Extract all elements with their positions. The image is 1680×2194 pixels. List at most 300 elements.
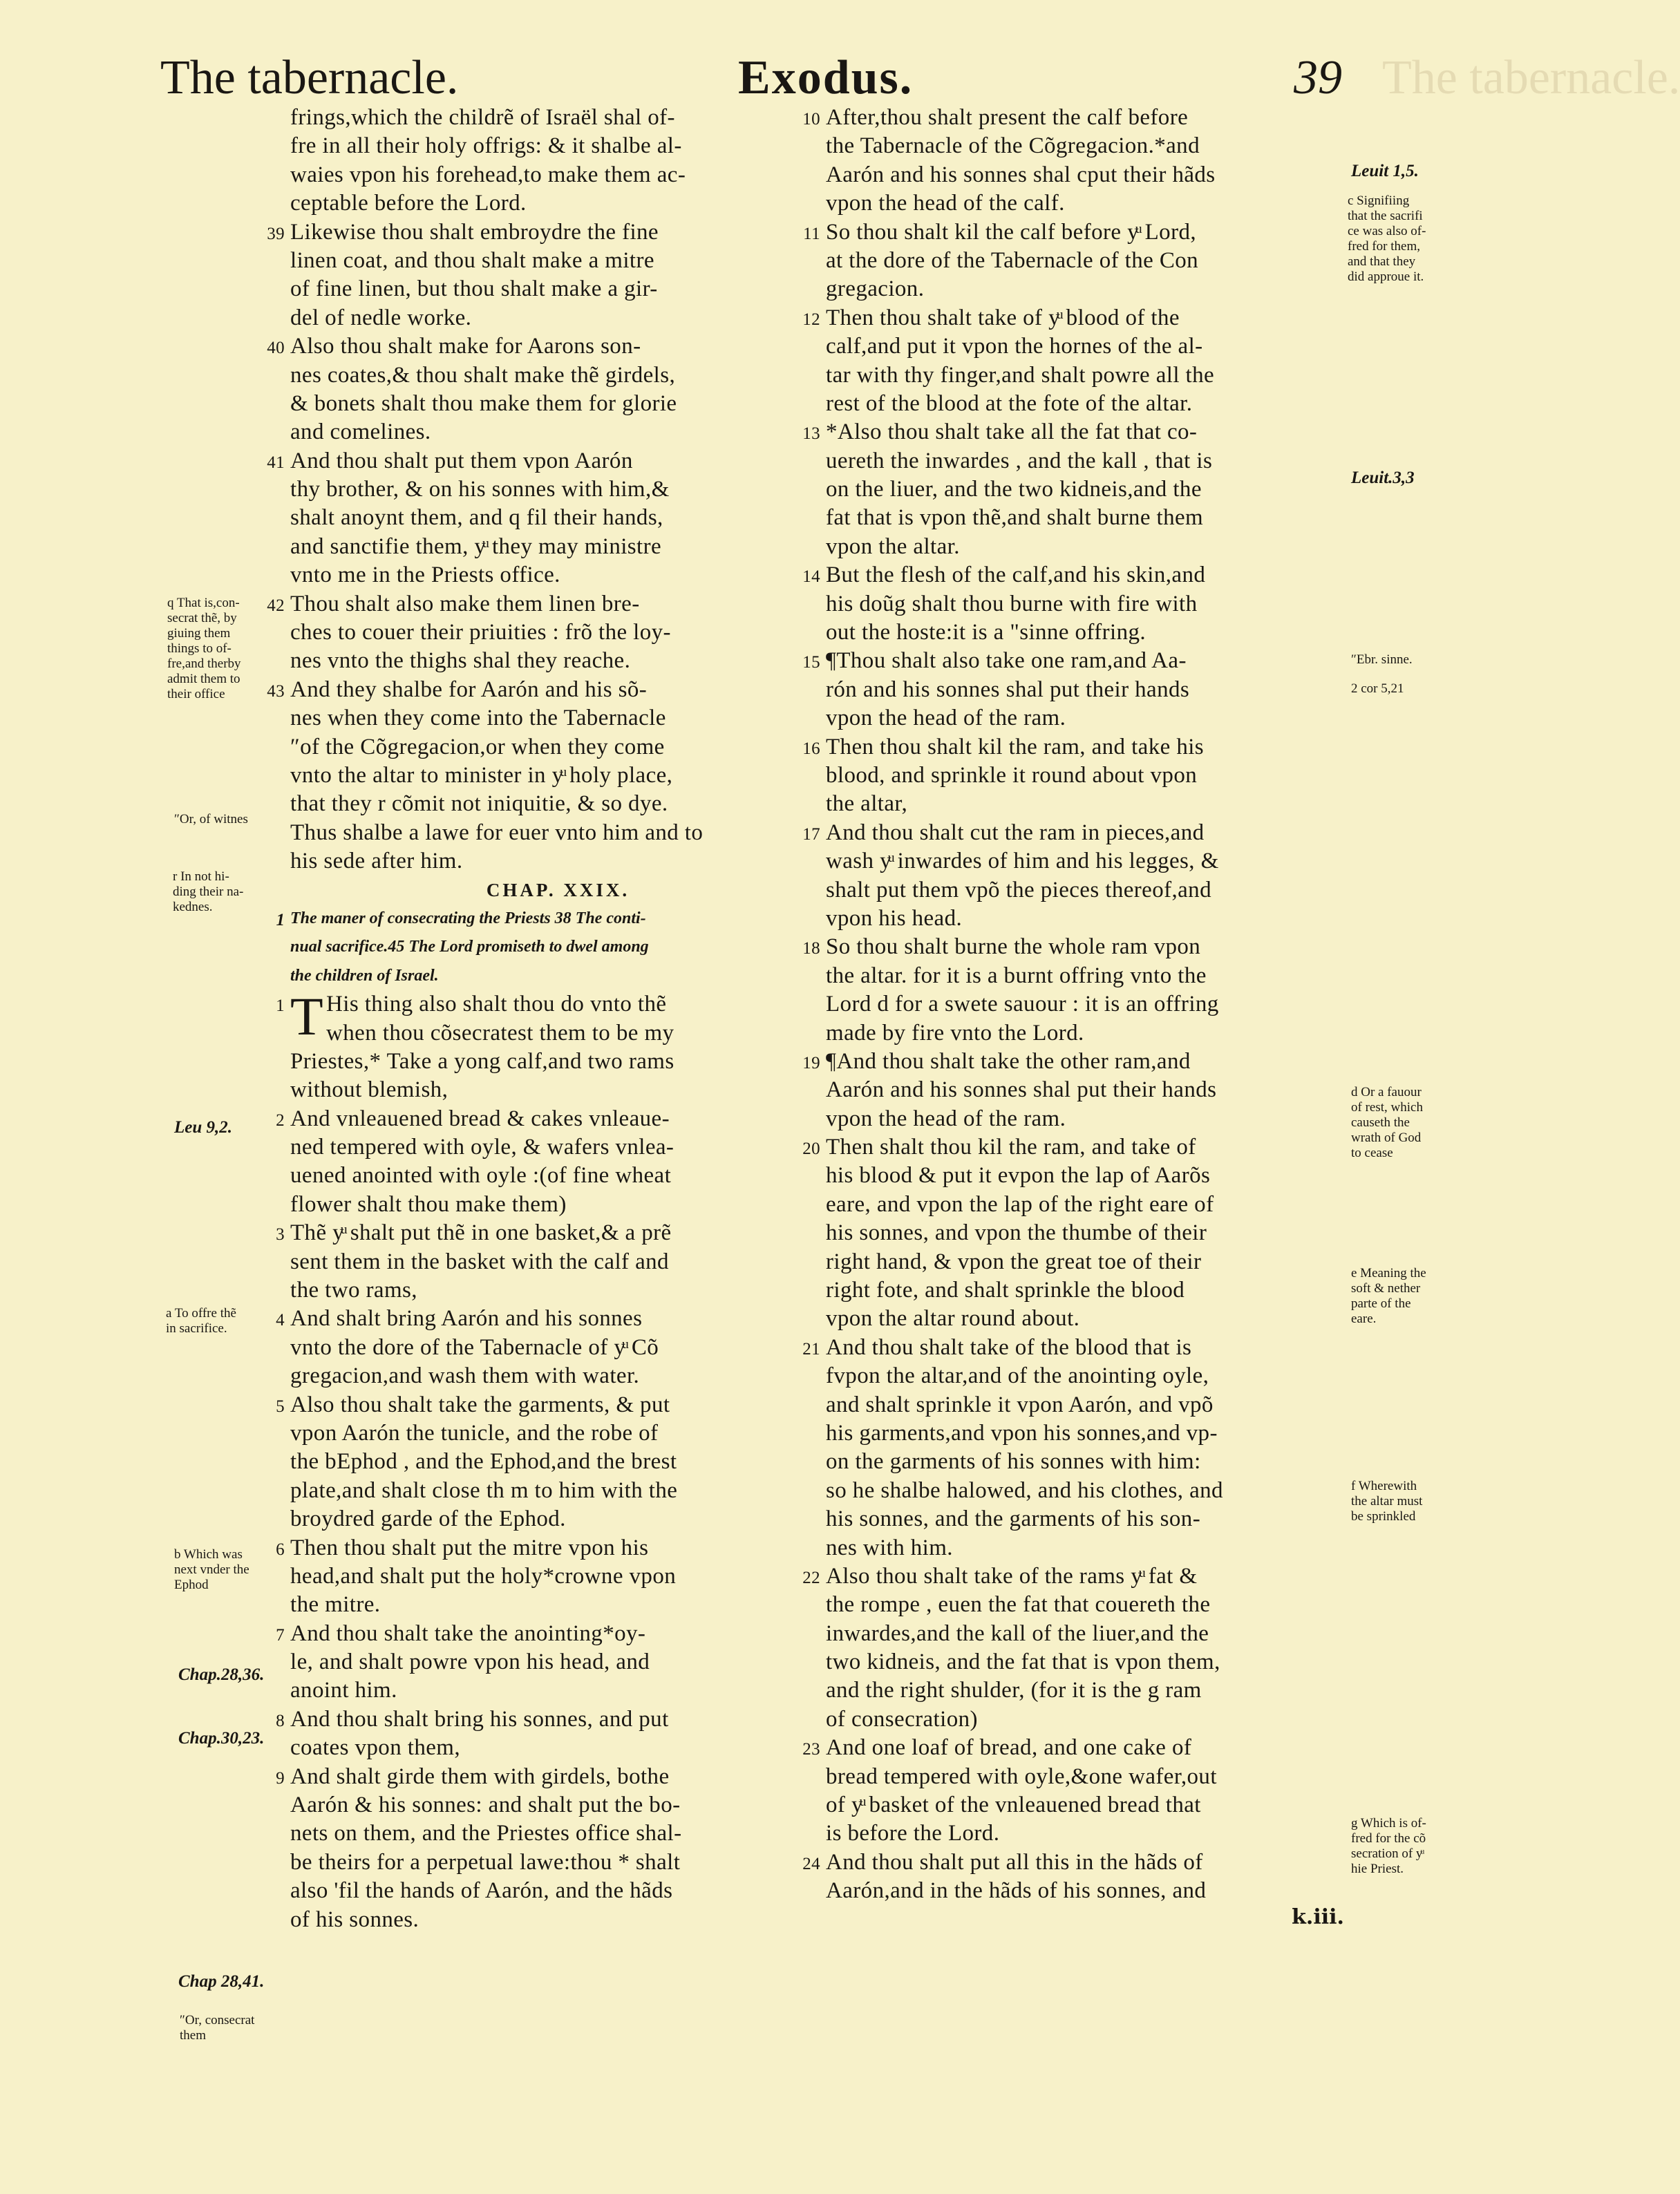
text-line xyxy=(290,704,826,732)
text-line xyxy=(826,905,1351,933)
text-line xyxy=(826,1534,1351,1562)
verse-number: 22 xyxy=(802,1568,820,1587)
text-line xyxy=(826,533,1351,561)
line-text: vpon the altar. xyxy=(826,533,960,559)
line-text: right fote, and shalt sprinkle the blood xyxy=(826,1278,1185,1303)
text-line xyxy=(826,1477,1351,1505)
line-text: And thou shalt cut the ram in pieces,and xyxy=(826,820,1205,845)
margin-note-witnes: ″Or, of witnes xyxy=(174,812,248,826)
text-line xyxy=(826,1448,1351,1476)
text-line xyxy=(826,1362,1351,1390)
text-line xyxy=(290,1362,826,1390)
text-line xyxy=(826,189,1351,218)
line-text: the children of Israel. xyxy=(290,966,439,985)
text-line xyxy=(826,990,1351,1019)
text-line xyxy=(290,1648,826,1676)
text-line xyxy=(826,1705,1351,1734)
text-line xyxy=(276,1305,826,1333)
cross-ref-chap28b: Chap 28,41. xyxy=(178,1972,265,1991)
margin-note-consecrat: ″Or, consecrat them xyxy=(180,2013,255,2043)
line-text: his doũg shalt thou burne with fire with xyxy=(826,591,1198,616)
verse-number: 24 xyxy=(802,1854,820,1873)
text-line xyxy=(290,1048,826,1076)
line-text: of his sonnes. xyxy=(290,1907,419,1932)
left-text-column xyxy=(267,104,826,1934)
line-text: at the dore of the Tabernacle of the Con xyxy=(826,247,1199,273)
line-text: shalt anoynt them, and q fil their hands, xyxy=(290,505,663,531)
line-text: ned tempered with oyle, & wafers vnlea- xyxy=(290,1135,674,1160)
text-line xyxy=(826,132,1351,160)
line-text: frings,which the childrẽ of Israël shal of- xyxy=(290,105,675,130)
text-line xyxy=(290,361,826,390)
line-text: inwardes,and the kall of the liuer,and the xyxy=(826,1620,1209,1646)
text-line xyxy=(826,1819,1351,1848)
text-line xyxy=(290,504,826,532)
bleed-through-running-head: The tabernacle. xyxy=(1382,51,1680,104)
line-text: calf,and put it vpon the hornes of the al- xyxy=(826,334,1203,359)
text-line xyxy=(290,733,826,762)
text-line xyxy=(826,1763,1351,1791)
line-text: the Tabernacle of the Cõgregacion.*and xyxy=(826,133,1200,159)
line-text: fvpon the altar,and of the anointing oyle, xyxy=(826,1363,1209,1389)
line-text: his sonnes, and vpon the thumbe of their xyxy=(826,1220,1207,1246)
text-line xyxy=(267,218,826,247)
chapter-summary-line xyxy=(276,905,826,933)
line-text: uened anointed with oyle :(of fine wheat xyxy=(290,1163,672,1189)
line-text: Thus shalbe a lawe for euer vnto him and to xyxy=(290,820,704,845)
verse-number: 43 xyxy=(267,681,285,701)
line-text: Thẽ yͧ shalt put thẽ in one basket,& a prẽ xyxy=(290,1220,672,1246)
text-line xyxy=(803,218,1351,247)
line-text: is before the Lord. xyxy=(826,1821,1000,1846)
line-text: the altar. for it is a burnt offring vnto the xyxy=(826,963,1207,988)
line-text: Lord d for a swete sauour : it is an offring xyxy=(826,992,1219,1017)
verse-number: 4 xyxy=(276,1311,285,1330)
line-text: bread tempered with oyle,&one wafer,out xyxy=(826,1763,1217,1789)
text-line xyxy=(802,1734,1351,1762)
running-head-left: The tabernacle. xyxy=(160,51,459,104)
text-line xyxy=(826,1219,1351,1247)
text-line xyxy=(826,676,1351,704)
text-line xyxy=(826,504,1351,532)
text-line xyxy=(290,1477,826,1505)
verse-number: 13 xyxy=(802,424,820,444)
line-text: And vnleauened bread & cakes vnleaue- xyxy=(290,1106,670,1131)
text-line xyxy=(826,962,1351,990)
cross-ref-cor: 2 cor 5,21 xyxy=(1351,681,1404,696)
verse-number: 11 xyxy=(803,224,820,243)
text-line xyxy=(290,189,826,218)
line-text: Then thou shalt put the mitre vpon his xyxy=(290,1535,649,1560)
line-text: And thou shalt take the anointing*oy- xyxy=(290,1620,646,1646)
verse-number: 18 xyxy=(802,939,820,958)
line-text: that they r cõmit not iniquitie, & so dye. xyxy=(290,791,668,817)
text-line xyxy=(290,1734,826,1762)
line-text: thy brother, & on his sonnes with him,& xyxy=(290,477,670,502)
line-text: eare, and vpon the lap of the right eare of xyxy=(826,1191,1214,1217)
text-line xyxy=(826,876,1351,905)
line-text: made by fire vnto the Lord. xyxy=(826,1020,1084,1046)
margin-note-q: q That is,con- secrat thẽ, by giuing them things to of- fre,and therby admit them to their office xyxy=(167,596,241,701)
line-text: vnto the dore of the Tabernacle of yͧ Cõ xyxy=(290,1334,659,1360)
margin-note-r: r In not hi- ding their na- kednes. xyxy=(173,869,244,914)
text-line xyxy=(826,1877,1351,1905)
text-line xyxy=(826,1505,1351,1533)
signature-mark: k.iii. xyxy=(1292,1904,1344,1929)
line-text: the two rams, xyxy=(290,1278,417,1303)
text-line xyxy=(826,475,1351,504)
line-text: uereth the inwardes , and the kall , that is xyxy=(826,448,1213,473)
text-line xyxy=(826,332,1351,361)
text-line xyxy=(290,790,826,818)
line-text: ¶And thou shalt take the other ram,and xyxy=(826,1048,1191,1074)
text-line xyxy=(290,1248,826,1276)
text-line xyxy=(826,762,1351,790)
line-text: And thou shalt put all this in the hãds of xyxy=(826,1849,1203,1875)
line-text: vpon the altar round about. xyxy=(826,1306,1080,1332)
verse-number: 15 xyxy=(802,653,820,672)
line-text: vnto me in the Priests office. xyxy=(290,562,560,588)
line-text: without blemish, xyxy=(290,1077,449,1103)
line-text: And shalt bring Aarón and his sonnes xyxy=(290,1306,643,1332)
line-text: his garments,and vpon his sonnes,and vp- xyxy=(826,1420,1218,1446)
text-line xyxy=(802,304,1351,332)
line-text: the rompe , euen the fat that couereth the xyxy=(826,1592,1211,1618)
line-text: And thou shalt put them vpon Aarón xyxy=(290,448,633,473)
line-text: Aarón and his sonnes shal cput their hãds xyxy=(826,162,1216,187)
text-line xyxy=(290,618,826,647)
text-line xyxy=(290,1076,826,1104)
verse-number: 19 xyxy=(802,1053,820,1072)
text-line xyxy=(290,819,826,847)
text-line xyxy=(826,1648,1351,1676)
cross-ref-leuit-1-5: Leuit 1,5. xyxy=(1351,162,1419,180)
text-line xyxy=(290,1019,826,1048)
text-line xyxy=(826,1391,1351,1419)
line-text: on the liuer, and the two kidneis,and the xyxy=(826,477,1202,502)
line-text: his sede after him. xyxy=(290,849,463,874)
line-text: Then thou shalt kil the ram, and take his xyxy=(826,734,1205,759)
line-text: sent them in the basket with the calf and xyxy=(290,1249,669,1274)
cross-ref-chap30: Chap.30,23. xyxy=(178,1729,265,1748)
line-text: And shalt girde them with girdels, bothe xyxy=(290,1763,670,1789)
line-text: nes vnto the thighs shal they reache. xyxy=(290,648,631,674)
line-text: And thou shalt take of the blood that is xyxy=(826,1334,1192,1360)
line-text: waies vpon his forehead,to make them ac- xyxy=(290,162,686,187)
line-text: And one loaf of bread, and one cake of xyxy=(826,1735,1192,1761)
verse-number: 1 xyxy=(276,910,285,929)
margin-note-e: e Meaning the soft & nether parte of the eare. xyxy=(1351,1266,1426,1326)
cross-ref-ebr: ″Ebr. sinne. xyxy=(1351,652,1413,667)
text-line xyxy=(802,418,1351,446)
text-line xyxy=(290,1133,826,1162)
line-text: of fine linen, but thou shalt make a gir- xyxy=(290,276,658,302)
line-text: So thou shalt kil the calf before yͧ Lord, xyxy=(826,219,1197,245)
line-text: on the garments of his sonnes with him: xyxy=(826,1449,1201,1475)
text-line xyxy=(276,1705,826,1734)
line-text: anoint him. xyxy=(290,1678,397,1703)
text-line xyxy=(802,1562,1351,1591)
text-line xyxy=(290,390,826,418)
text-line xyxy=(290,1191,826,1219)
line-text: tar with thy finger,and shalt powre all the xyxy=(826,362,1215,388)
line-text: nes when they come into the Tabernacle xyxy=(290,706,666,731)
line-text: So thou shalt burne the whole ram vpon xyxy=(826,934,1201,960)
line-text: when thou cõsecratest them to be my xyxy=(326,1020,674,1046)
line-text: out the hoste:it is a "sinne offring. xyxy=(826,620,1146,645)
line-text: and comelines. xyxy=(290,419,431,445)
verse-number: 12 xyxy=(802,310,820,329)
text-line xyxy=(826,1791,1351,1819)
line-text: gregacion,and wash them with water. xyxy=(290,1363,640,1389)
text-line xyxy=(290,1791,826,1819)
text-line xyxy=(276,1105,826,1133)
text-line xyxy=(267,332,826,361)
right-text-column xyxy=(802,104,1351,1929)
line-text: the mitre. xyxy=(290,1592,381,1618)
verse-number: 2 xyxy=(276,1110,285,1130)
verse-number: 20 xyxy=(802,1139,820,1159)
verse-number: 23 xyxy=(802,1740,820,1759)
line-text: nual sacrifice.45 The Lord promiseth to dwel among xyxy=(290,938,649,956)
verse-number: 40 xyxy=(267,339,285,358)
text-line xyxy=(826,161,1351,189)
line-text: vpon Aarón the tunicle, and the robe of xyxy=(290,1420,659,1446)
line-text: the bEphod , and the Ephod,and the brest xyxy=(290,1449,677,1475)
margin-note-c: c Signifiing that the sacrifi ce was also of- fred for them, and that they did approue it. xyxy=(1348,193,1426,284)
line-text: also 'fil the hands of Aarón, and the hãds xyxy=(290,1878,673,1904)
margin-note-f: f Wherewith the altar must be sprinkled xyxy=(1351,1479,1423,1524)
text-line xyxy=(802,1133,1351,1162)
text-line xyxy=(290,1591,826,1619)
line-text: broydred garde of the Ephod. xyxy=(290,1506,566,1532)
line-text: And thou shalt bring his sonnes, and put xyxy=(290,1706,669,1732)
text-line xyxy=(826,1162,1351,1190)
line-text: linen coat, and thou shalt make a mitre xyxy=(290,247,654,273)
verse-number: 1 xyxy=(276,996,285,1016)
text-line xyxy=(290,533,826,561)
text-line xyxy=(290,132,826,160)
line-text: Then shalt thou kil the ram, and take of xyxy=(826,1135,1196,1160)
line-text: After,thou shalt present the calf before xyxy=(826,105,1189,130)
line-text: Also thou shalt make for Aarons son- xyxy=(290,334,641,359)
line-text: nets on them, and the Priestes office shal- xyxy=(290,1821,682,1846)
verse-number: 16 xyxy=(802,739,820,758)
line-text: ″of the Cõgregacion,or when they come xyxy=(290,734,665,759)
line-text: But the flesh of the calf,and his skin,and xyxy=(826,562,1206,588)
text-line xyxy=(290,161,826,189)
line-text: Then thou shalt take of yͧ blood of the xyxy=(826,305,1180,330)
line-text: *Also thou shalt take all the fat that co- xyxy=(826,419,1198,445)
line-text: vnto the altar to minister in yͧ holy place, xyxy=(290,762,673,788)
text-line xyxy=(290,561,826,589)
verse-number: 5 xyxy=(276,1397,285,1416)
cross-ref-leu: Leu 9,2. xyxy=(174,1118,233,1137)
line-text: be theirs for a perpetual lawe:thou * shalt xyxy=(290,1849,681,1875)
text-line xyxy=(290,762,826,790)
line-text: coates vpon them, xyxy=(290,1735,460,1761)
line-text: right hand, & vpon the great toe of their xyxy=(826,1249,1202,1274)
line-text: le, and shalt powre vpon his head, and xyxy=(290,1649,650,1675)
text-line xyxy=(276,1534,826,1562)
cross-ref-chap28: Chap.28,36. xyxy=(178,1665,265,1684)
line-text: of yͧ basket of the vnleauened bread that xyxy=(826,1793,1201,1818)
chapter-summary-line xyxy=(290,962,826,990)
verse-number: 10 xyxy=(802,110,820,129)
text-line xyxy=(290,1162,826,1190)
line-text: del of nedle worke. xyxy=(290,305,472,330)
line-text: ¶Thou shalt also take one ram,and Aa- xyxy=(826,648,1187,674)
text-line xyxy=(802,933,1351,961)
text-line xyxy=(802,1848,1351,1877)
line-text: And they shalbe for Aarón and his sõ- xyxy=(290,677,648,702)
text-line xyxy=(290,247,826,275)
line-text: so he shalbe halowed, and his clothes, and xyxy=(826,1477,1223,1503)
verse-number: 14 xyxy=(802,567,820,587)
text-line xyxy=(826,590,1351,618)
text-line xyxy=(826,1105,1351,1133)
text-line xyxy=(290,1676,826,1705)
text-line xyxy=(290,1906,826,1934)
line-text: ceptable before the Lord. xyxy=(290,191,527,216)
text-line xyxy=(826,1419,1351,1448)
line-text: the altar, xyxy=(826,791,908,817)
line-text: rest of the blood at the fote of the altar. xyxy=(826,390,1193,416)
text-line xyxy=(267,590,826,618)
line-text: his sonnes, and the garments of his son- xyxy=(826,1506,1201,1532)
text-line xyxy=(802,819,1351,847)
verse-number: 39 xyxy=(267,224,285,243)
text-line xyxy=(290,275,826,303)
text-line xyxy=(826,247,1351,275)
text-line xyxy=(290,1877,826,1905)
text-line xyxy=(826,1248,1351,1276)
text-line xyxy=(276,1763,826,1791)
text-line xyxy=(290,847,826,876)
verse-number: 17 xyxy=(802,824,820,844)
text-line xyxy=(290,1505,826,1533)
drop-capital: T xyxy=(290,986,324,1047)
text-line xyxy=(826,1019,1351,1048)
chapter-heading xyxy=(290,876,826,905)
text-line xyxy=(290,1848,826,1877)
line-text: and sanctifie them, yͧ they may ministre xyxy=(290,533,662,559)
text-line xyxy=(826,704,1351,732)
text-line xyxy=(826,275,1351,303)
line-text: fat that is vpon thẽ,and shalt burne them xyxy=(826,505,1204,531)
line-text: Aarón & his sonnes: and shalt put the bo- xyxy=(290,1793,681,1818)
text-line xyxy=(802,1334,1351,1362)
text-line xyxy=(802,733,1351,762)
text-line xyxy=(290,1334,826,1362)
text-line xyxy=(290,647,826,675)
line-text: vpon the head of the calf. xyxy=(826,191,1065,216)
chapter-summary-line xyxy=(290,933,826,961)
text-line xyxy=(290,304,826,332)
verse-number: 9 xyxy=(276,1768,285,1788)
verse-number: 21 xyxy=(802,1339,820,1359)
line-text: & bonets shalt thou make them for glorie xyxy=(290,390,677,416)
line-text: CHAP. XXIX. xyxy=(486,879,630,900)
text-line xyxy=(826,1191,1351,1219)
line-text: head,and shalt put the holy*crowne vpon xyxy=(290,1563,677,1589)
line-text: shalt put them vpõ the pieces thereof,and xyxy=(826,877,1211,902)
text-line xyxy=(802,104,1351,132)
verse-number: 3 xyxy=(276,1225,285,1245)
text-line xyxy=(826,390,1351,418)
line-text: his blood & put it evpon the lap of Aarõs xyxy=(826,1163,1211,1189)
line-text: Aarón and his sonnes shal put their hands xyxy=(826,1077,1217,1103)
line-text: ches to couer their priuities : frõ the loy- xyxy=(290,620,671,645)
margin-note-a: a To offre thẽ in sacrifice. xyxy=(166,1306,236,1336)
text-line xyxy=(802,1048,1351,1076)
text-line xyxy=(276,1391,826,1419)
line-text: rón and his sonnes shal put their hands xyxy=(826,677,1190,702)
line-text: Also thou shalt take the garments, & put xyxy=(290,1392,670,1417)
text-line xyxy=(276,1219,826,1247)
verse-number: 41 xyxy=(267,453,285,472)
line-text: blood, and sprinkle it round about vpon xyxy=(826,762,1198,788)
line-text: Thou shalt also make them linen bre- xyxy=(290,591,640,616)
margin-note-g: g Which is of- fred for the cõ secration of yͧ hie Priest. xyxy=(1351,1816,1426,1876)
verse-number: 7 xyxy=(276,1625,285,1645)
text-line xyxy=(826,1620,1351,1648)
line-text: vpon his head. xyxy=(826,905,963,931)
text-line xyxy=(290,1562,826,1591)
line-text: nes coates,& thou shalt make thẽ girdels, xyxy=(290,362,676,388)
margin-note-b: b Which was next vnder the Ephod xyxy=(174,1547,249,1592)
margin-note-d: d Or a fauour of rest, which causeth the wrath of God to cease xyxy=(1351,1085,1423,1160)
text-line xyxy=(276,1620,826,1648)
cross-ref-leuit-3-3: Leuit.3,3 xyxy=(1351,469,1415,487)
line-text: Likewise thou shalt embroydre the fine xyxy=(290,219,659,245)
line-text: vpon the head of the ram. xyxy=(826,706,1066,731)
line-text: His thing also shalt thou do vnto thẽ xyxy=(326,992,667,1017)
line-text: fre in all their holy offrigs: & it shalbe al- xyxy=(290,133,682,159)
text-line xyxy=(802,561,1351,589)
line-text: gregacion. xyxy=(826,276,925,302)
text-line xyxy=(267,447,826,475)
line-text: of consecration) xyxy=(826,1706,978,1732)
line-text: plate,and shalt close th m to him with the xyxy=(290,1477,678,1503)
line-text: two kidneis, and the fat that is vpon them, xyxy=(826,1649,1220,1675)
text-line xyxy=(290,104,826,132)
text-line xyxy=(290,475,826,504)
text-line xyxy=(290,1419,826,1448)
verse-number: 42 xyxy=(267,596,285,615)
line-text: and the right shulder, (for it is the g ram xyxy=(826,1678,1202,1703)
text-line xyxy=(802,647,1351,675)
text-line xyxy=(267,676,826,704)
text-line xyxy=(826,1305,1351,1333)
text-line xyxy=(826,447,1351,475)
verse-number: 6 xyxy=(276,1540,285,1559)
text-line xyxy=(826,847,1351,876)
line-text: and shalt sprinkle it vpon Aarón, and vpõ xyxy=(826,1392,1214,1417)
text-line xyxy=(826,790,1351,818)
text-line xyxy=(290,1448,826,1476)
page-number: 39 xyxy=(1294,51,1342,104)
line-text: Aarón,and in the hãds of his sonnes, and xyxy=(826,1878,1207,1904)
book-title: Exodus. xyxy=(738,51,914,104)
line-text: The maner of consecrating the Priests 38 The conti- xyxy=(290,909,646,927)
line-text: Also thou shalt take of the rams yͧ fat & xyxy=(826,1563,1198,1589)
line-text: wash yͧ inwardes of him and his legges, & xyxy=(826,849,1219,874)
text-line xyxy=(290,418,826,446)
text-line xyxy=(290,1276,826,1305)
line-text: nes with him. xyxy=(826,1535,953,1560)
text-line xyxy=(826,1076,1351,1104)
